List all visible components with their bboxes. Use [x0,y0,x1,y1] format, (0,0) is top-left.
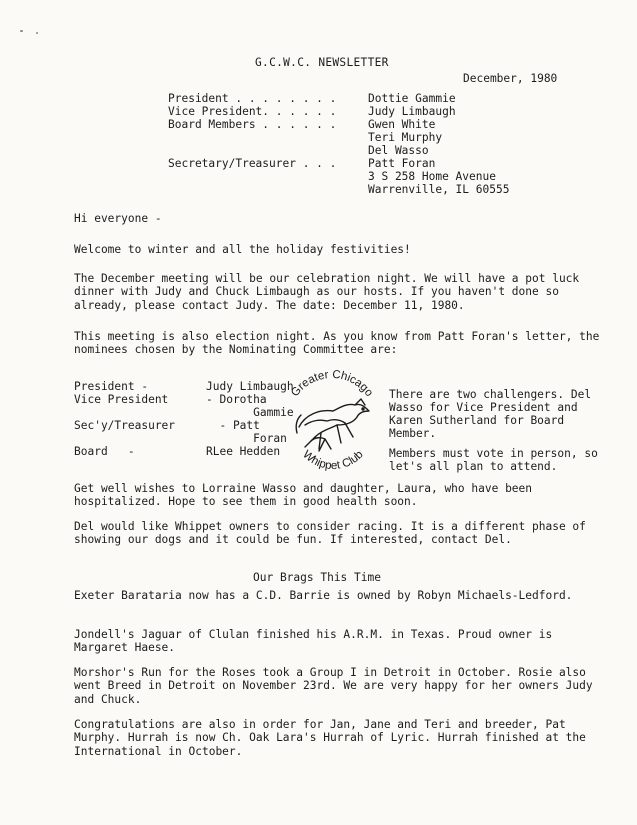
officer-name: Teri Murphy [368,131,443,144]
officer-address: Warrenville, IL 60555 [368,183,510,196]
officer-role: President . . . . . . . . [168,92,337,105]
brag-item: Morshor's Run for the Roses took a Group I in Detroit in October. Rosie also went Breed in Detroit on November 23rd. We are very happy for her owners Judy and Chuck. [74,666,593,706]
nominee-name: - Patt [206,419,260,432]
logo-bottom-text: Whippet Club [300,448,366,473]
officer-role: Vice President. . . . . . [168,105,337,118]
brag-item: Congratulations are also in order for Jan, Jane and Teri and breeder, Pat Murphy. Hurrah is now Ch. Oak Lara's Hurrah of Lyric. Hurrah finished at the International in October. [74,718,586,758]
officer-role [168,144,368,157]
officer-row [168,157,509,170]
nominee-role: President - [74,380,149,393]
challengers-paragraph: There are two challengers. Del Wasso for Vice President and Karen Sutherland for Board Member. [389,388,592,440]
brag-item: Jondell's Jaguar of Clulan finished his A.R.M. in Texas. Proud owner is Margaret Haese. [74,628,553,655]
nominee-name: Judy Limbaugh [206,380,294,393]
nominee-role [74,406,206,419]
nominee-name: Gammie [206,406,294,419]
officers-list [168,92,509,196]
nominee-role: Sec'y/Treasurer [74,419,176,432]
whippet-dogs-icon [296,399,369,451]
newsletter-title: G.C.W.C. NEWSLETTER [255,56,389,69]
nominee-row [74,445,294,458]
officer-name: Dottie Gammie [368,92,456,105]
nominee-role: Vice President [74,393,169,406]
racing-paragraph: Del would like Whippet owners to consider racing. It is a different phase of showing our dogs and it could be fun. If interested, contact Del. [74,520,586,547]
officer-row [168,92,509,105]
officer-address: 3 S 258 Home Avenue [368,170,496,183]
brags-heading: Our Brags This Time [253,571,381,584]
nominee-name: - Dorotha [206,393,267,406]
officer-row [168,105,509,118]
officer-name: Gwen White [368,118,436,131]
officer-row [168,118,509,131]
officer-role [168,183,368,196]
newsletter-date: December, 1980 [463,72,558,85]
officer-role: Board Members . . . . . . [168,118,337,131]
greeting: Hi everyone - [74,212,162,225]
election-paragraph: This meeting is also election night. As you know from Patt Foran's letter, the nominees chosen by the Nominating Committee are: [74,330,600,357]
officer-name: Patt Foran [368,157,436,170]
nominee-row [74,432,294,445]
officer-row [168,170,509,183]
logo-top-text: Greater Chicago [289,368,376,399]
brag-item: Exeter Barataria now has a C.D. Barrie is owned by Robyn Michaels-Ledford. [74,589,573,602]
nominee-name: RLee Hedden [206,445,281,458]
nominee-row [74,406,294,419]
officer-row [168,131,509,144]
vote-paragraph: Members must vote in person, so let's all plan to attend. [389,447,598,473]
get-well-paragraph: Get well wishes to Lorraine Wasso and daughter, Laura, who have been hospitalized. Hope to see them in good health soon. [74,482,533,509]
officer-role: Secretary/Treasurer . . . [168,157,337,170]
officer-name: Judy Limbaugh [368,105,456,118]
nominee-row [74,380,294,393]
officer-row [168,144,509,157]
officer-row [168,183,509,196]
officer-role [168,170,368,183]
december-meeting-paragraph: The December meeting will be our celebration night. We will have a pot luck dinner with Judy and Chuck Limbaugh as our hosts. If you haven't done so already, please contact Judy. The date: December 11, 1980. [74,272,580,312]
nominee-role [74,432,206,445]
nominee-role: Board - [74,445,135,458]
welcome-paragraph: Welcome to winter and all the holiday festivities! [74,243,411,256]
nominee-row [74,419,294,432]
greater-chicago-whippet-club-logo [275,367,390,475]
paper-speck [36,32,38,34]
nominee-row [74,393,294,406]
nominees-list [74,380,294,458]
paper-speck [20,30,23,32]
officer-role [168,131,368,144]
officer-name: Del Wasso [368,144,429,157]
nominee-name: Foran [206,432,287,445]
